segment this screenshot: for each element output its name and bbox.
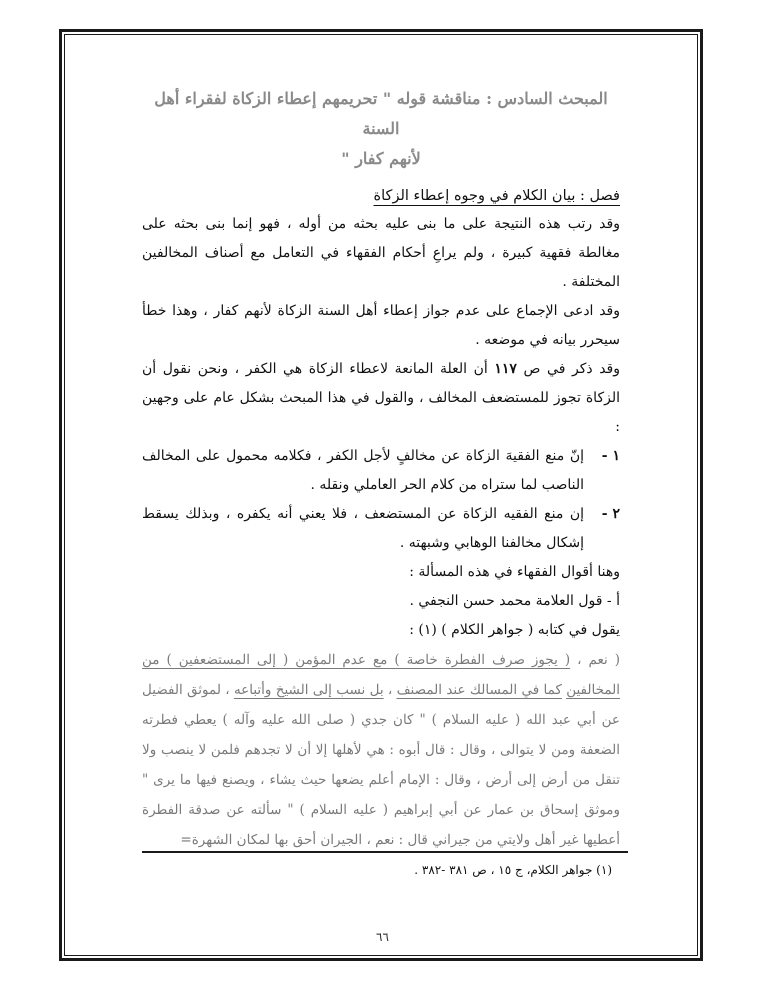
jawahir-quote [142,645,620,855]
line-najafi: أ - قول العلامة محمد حسن النجفي . [409,593,620,609]
list-item-text: إنّ منع الفقيهَ الزكاة عن مخالفٍ لأجل الكفر ، فكلامه محمول على المخالف الناصب لما ستراه من كلام الحر العاملي ونقله . [142,448,584,493]
chapter-heading-line-1: المبحث السادس : مناقشة قوله " تحريمهم إعطاء الزكاة لفقراء أهل السنة [154,89,608,138]
line-jawahir-intro: يقول في كتابه ( جواهر الكلام ) (١) : [409,622,620,638]
footnote: (١) جواهر الكلام، ج ١٥ ، ص ٣٨١ -٣٨٢ . [414,863,612,877]
list-item-number: ٢ - [601,506,620,522]
quote-underlined-3: بل نسب إلى الشيخ وأتباعه [233,682,384,698]
list-item-number: ١ - [601,448,620,464]
chapter-heading [142,84,620,174]
page-number: ٦٦ [376,930,389,944]
paragraph-3 [142,355,620,442]
page-reference-number: ١١٧ [494,361,517,377]
chapter-heading-line-2: لأنهم كفار " [341,149,421,168]
section-title [142,182,620,210]
paragraph-3-rest: أن العلة المانعة لاعطاء الزكاة هي الكفر ، ونحن نقول أن الزكاة تجوز للمستضعف المخالف ، والقول في هذا المبحث بشكل عام على وجهين : [142,361,620,435]
quote-underlined-2: كما في المسالك عند المصنف [396,682,562,698]
section-title-text: فصل : بيان الكلام في وجوه إعطاء الزكاة [373,188,620,204]
paragraph-2: وقد ادعى الإجماع على عدم جواز إعطاء أهل السنة الزكاة لأنهم كفار ، وهذا خطأ سيحرر بيانه في موضعه . [142,303,620,348]
quote-open: ( نعم ، [570,652,620,668]
paragraph-1: وقد رتب هذه النتيجة على ما بنى عليه بحثه من أوله ، فهو إنما بنى بحثه على مغالطة فقهية كبيرة ، ولم يراعِ أحكام الفقهاء في التعامل مع أصناف المخالفين المختلفة . [142,216,620,290]
list-item-text: إن منع الفقيه الزكاة عن المستضعف ، فلا يعني أنه يكفره ، وبذلك يسقط إشكال مخالفنا الوهابي وشبهته . [142,506,584,551]
quote-rest: ، لموثق الفضيل عن أبي عبد الله ( عليه السلام ) " كان جدي ( صلى الله عليه وآله ) يعطي فطرته الضعفة ومن لا يتوالى ، وقال : قال أبوه : هي لأهلها إلا أن لا تجدهم فلمن لا ينصب ولا تنقل من أرض إلى أرض ، وقال : الإمام أعلم يضعها حيث يشاء ، ويصنع فيها ما يرى " وموثق إسحاق بن عمار عن أبي إبراهيم ( عليه السلام ) " سألته عن صدقة الفطرة أعطيها غير أهل ولايتي من جيراني قال : نعم ، الجيران أحق بها لمكان الشهرة= [142,682,620,848]
footnote-separator [142,851,628,853]
list-item [142,442,620,500]
quote-separator: ، [383,682,397,698]
page-body [142,84,620,914]
list-item [142,500,620,558]
quote-underlined-1: ( يجوز صرف الفطرة خاصة ) مع عدم المؤمن ( إلى المستضعفين ) من المخالفين [142,652,620,698]
paragraph-3-prefix: وقد ذكر في ص [523,361,620,377]
line-fuqaha-intro: وهنا أقوال الفقهاء في هذه المسألة : [409,564,620,580]
